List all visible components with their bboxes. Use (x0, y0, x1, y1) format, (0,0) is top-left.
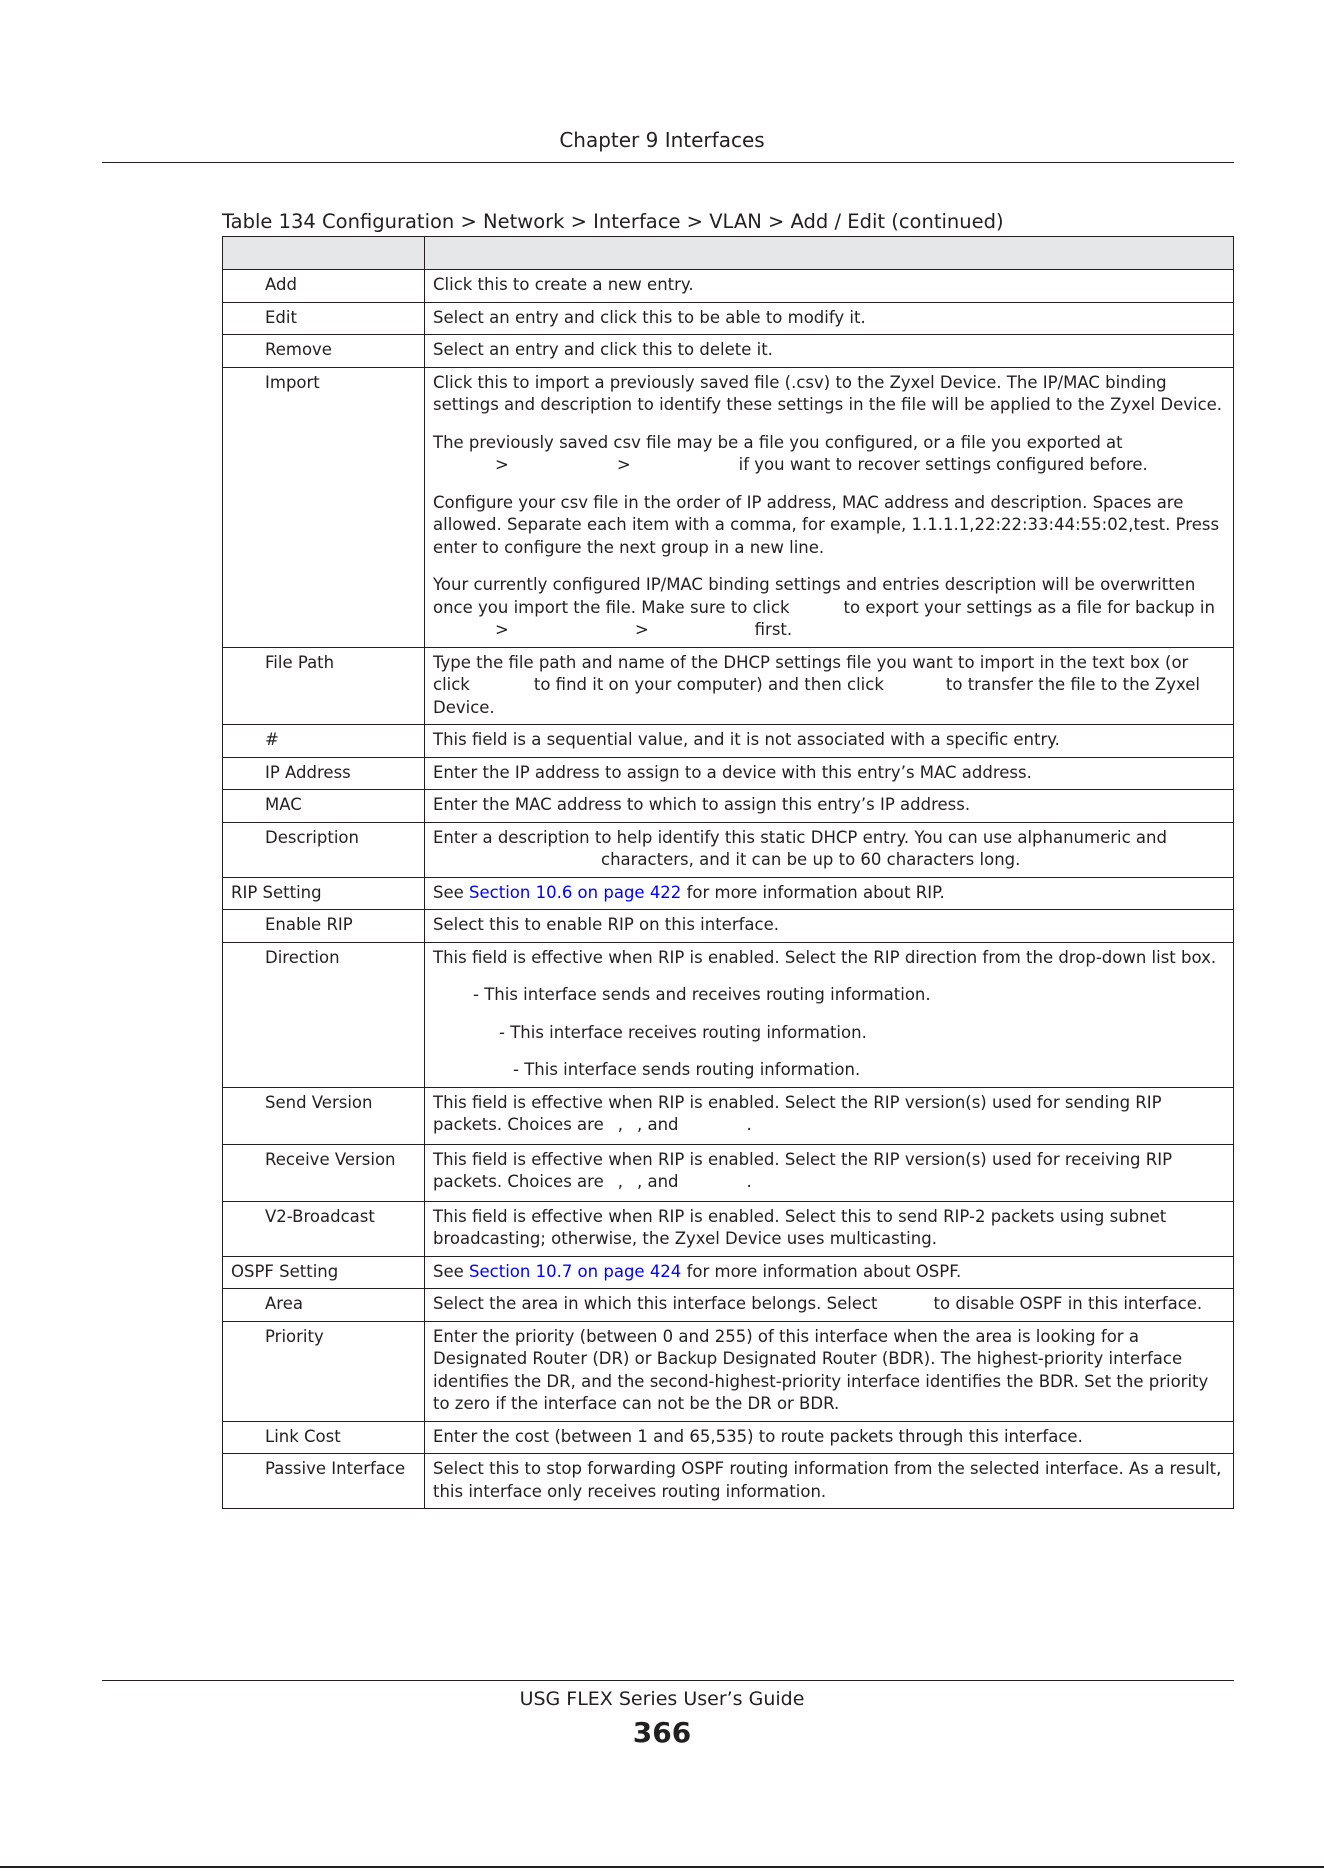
row-description: Select an entry and click this to be able to modify it. (425, 302, 1234, 335)
row-label: RIP Setting (223, 877, 425, 910)
table-row (223, 647, 1234, 725)
row-description: This field is effective when RIP is enabled. Select the RIP direction from the drop-down list box. - This interface sends and receives routing information. - This interface receives routing information. - This interface sends routing information. (425, 942, 1234, 1087)
table-row (223, 335, 1234, 368)
page-number: 366 (632, 1716, 692, 1749)
table-row (223, 367, 1234, 647)
table-row (223, 942, 1234, 1087)
row-label: Send Version (223, 1087, 425, 1144)
header-cell-label (223, 237, 425, 270)
table-caption: Table 134 Configuration > Network > Interface > VLAN > Add / Edit (continued) (222, 210, 1004, 233)
settings-table (222, 236, 1234, 1509)
header-rule (102, 162, 1234, 163)
import-paragraph-4: Your currently configured IP/MAC binding settings and entries description will be overwritten once you import the file. Make sure to click to export your settings as a file for backup in> > first. (433, 575, 1215, 639)
row-label: V2-Broadcast (223, 1201, 425, 1256)
import-paragraph-3: Configure your csv file in the order of IP address, MAC address and description. Spaces are allowed. Separate each item with a comma, for example, 1.1.1.1,22:22:33:44:55:02,test. Press enter to configure the next group in a new line. (433, 492, 1220, 557)
import-paragraph-1: Click this to import a previously saved file (.csv) to the Zyxel Device. The IP/MAC binding settings and description to identify these settings in the file will be applied to the Zyxel Device. (433, 372, 1223, 414)
row-description: Enter the IP address to assign to a device with this entry’s MAC address. (425, 757, 1234, 790)
table-header-row (223, 237, 1234, 270)
row-label: Direction (223, 942, 425, 1087)
page-edge-rule (0, 1866, 1324, 1868)
row-label: Enable RIP (223, 910, 425, 943)
row-description: This field is effective when RIP is enabled. Select the RIP version(s) used for sending RIP packets. Choices are , , and . (425, 1087, 1234, 1144)
row-label: Remove (223, 335, 425, 368)
section-link-rip[interactable]: Section 10.6 on page 422 (469, 882, 682, 902)
table-row (223, 790, 1234, 823)
row-description: This field is a sequential value, and it is not associated with a specific entry. (425, 725, 1234, 758)
table-row (223, 1087, 1234, 1144)
import-paragraph-2: The previously saved csv file may be a file you configured, or a file you exported at > > if you want to recover settings configured before. (433, 432, 1148, 474)
row-label: Edit (223, 302, 425, 335)
table-row (223, 302, 1234, 335)
header-cell-description (425, 237, 1234, 270)
row-description: Type the file path and name of the DHCP settings file you want to import in the text box (or click to find it on your computer) and then click to transfer the file to the Zyxel Device. (425, 647, 1234, 725)
table-row (223, 725, 1234, 758)
row-description: Select this to stop forwarding OSPF routing information from the selected interface. As a result, this interface only receives routing information. (425, 1454, 1234, 1509)
table-row (223, 1144, 1234, 1201)
chapter-header: Chapter 9 Interfaces (559, 128, 765, 152)
table-row (223, 1289, 1234, 1322)
guide-title: USG FLEX Series User’s Guide (519, 1688, 805, 1710)
table-row (223, 822, 1234, 877)
row-description: Select the area in which this interface belongs. Select to disable OSPF in this interface. (425, 1289, 1234, 1322)
row-description: Enter the MAC address to which to assign this entry’s IP address. (425, 790, 1234, 823)
row-description: Enter the cost (between 1 and 65,535) to route packets through this interface. (425, 1421, 1234, 1454)
row-label: Passive Interface (223, 1454, 425, 1509)
row-label: IP Address (223, 757, 425, 790)
row-description: This field is effective when RIP is enabled. Select the RIP version(s) used for receiving RIP packets. Choices are , , and . (425, 1144, 1234, 1201)
table-row (223, 877, 1234, 910)
row-description: Select an entry and click this to delete it. (425, 335, 1234, 368)
row-description: Enter a description to help identify this static DHCP entry. You can use alphanumeric and characters, and it can be up to 60 characters long. (425, 822, 1234, 877)
row-label: Area (223, 1289, 425, 1322)
row-label: File Path (223, 647, 425, 725)
row-label: Priority (223, 1321, 425, 1421)
row-label: Description (223, 822, 425, 877)
row-description: See Section 10.6 on page 422 for more information about RIP. (425, 877, 1234, 910)
row-label: MAC (223, 790, 425, 823)
footer-rule (102, 1680, 1234, 1681)
row-label: OSPF Setting (223, 1256, 425, 1289)
row-description: Enter the priority (between 0 and 255) of this interface when the area is looking for a Designated Router (DR) or Backup Designated Router (BDR). The highest-priority interface identifies the DR, and the second-highest-priority interface identifies the BDR. Set the priority to zero if the interface can not be the DR or BDR. (425, 1321, 1234, 1421)
table-row (223, 1454, 1234, 1509)
row-description (425, 367, 1234, 647)
row-label: Add (223, 270, 425, 303)
table-row (223, 270, 1234, 303)
row-label: Link Cost (223, 1421, 425, 1454)
row-label: Import (223, 367, 425, 647)
row-label: Receive Version (223, 1144, 425, 1201)
table-row (223, 757, 1234, 790)
section-link-ospf[interactable]: Section 10.7 on page 424 (469, 1261, 682, 1281)
row-description: This field is effective when RIP is enabled. Select this to send RIP-2 packets using subnet broadcasting; otherwise, the Zyxel Device uses multicasting. (425, 1201, 1234, 1256)
table-row (223, 1421, 1234, 1454)
row-description: Select this to enable RIP on this interface. (425, 910, 1234, 943)
row-description: See Section 10.7 on page 424 for more information about OSPF. (425, 1256, 1234, 1289)
table-row (223, 1201, 1234, 1256)
table-row (223, 1256, 1234, 1289)
table-row (223, 910, 1234, 943)
row-label: # (223, 725, 425, 758)
table-row (223, 1321, 1234, 1421)
row-description: Click this to create a new entry. (425, 270, 1234, 303)
